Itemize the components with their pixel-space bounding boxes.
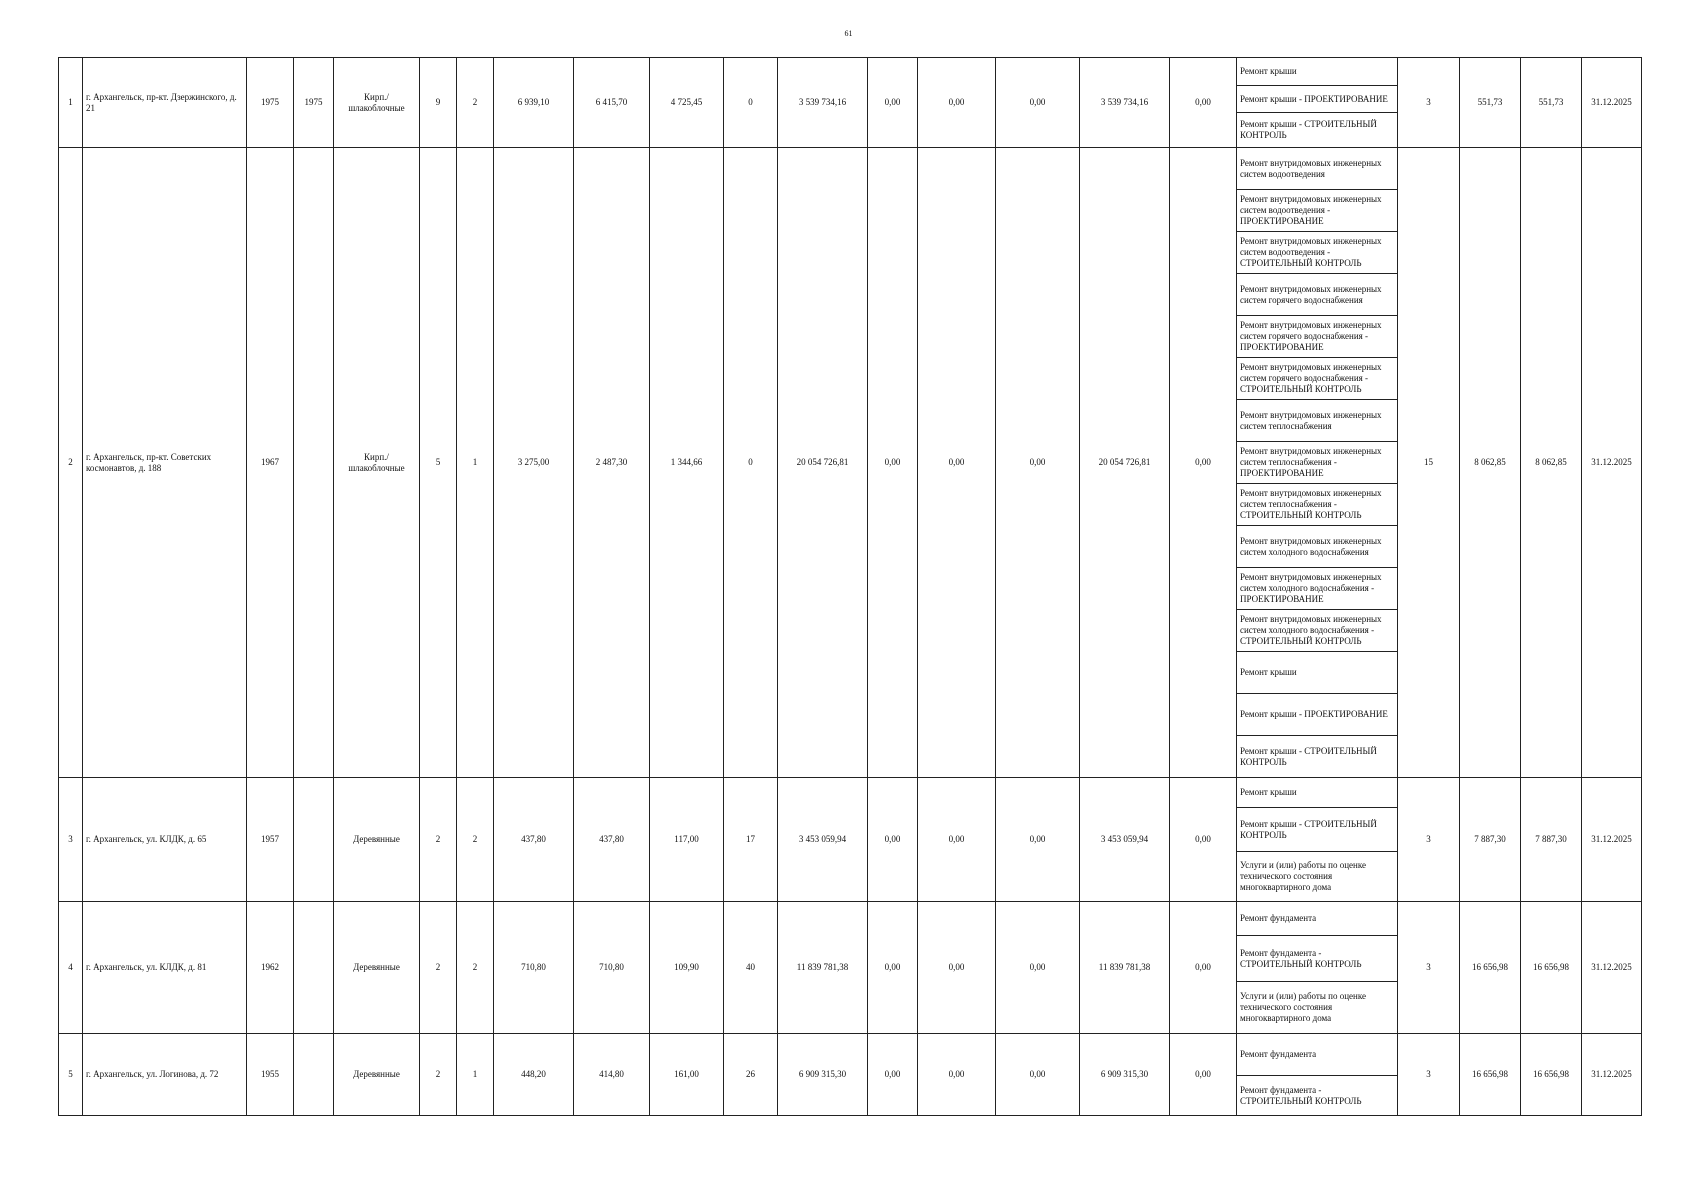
table-row <box>59 902 1642 936</box>
year-commission-cell <box>294 778 334 902</box>
deadline-cell: 31.12.2025 <box>1582 1034 1642 1116</box>
area-rooms-cell: 2 487,30 <box>574 148 650 778</box>
fund-federal-cell: 0,00 <box>868 1034 918 1116</box>
fund-owners-cell: 6 909 315,30 <box>1080 1034 1170 1116</box>
unit-cost-cell: 8 062,85 <box>1460 148 1521 778</box>
work-type-cell: Ремонт крыши - СТРОИТЕЛЬНЫЙ КОНТРОЛЬ <box>1237 736 1398 778</box>
wall-material-cell: Кирп./ шлакоблочные <box>334 148 420 778</box>
area-living-cell: 117,00 <box>650 778 724 902</box>
area-rooms-cell: 710,80 <box>574 902 650 1034</box>
work-type-cell: Ремонт внутридомовых инженерных систем горячего водоснабжения <box>1237 274 1398 316</box>
cost-total-cell: 11 839 781,38 <box>778 902 868 1034</box>
fund-local-cell: 0,00 <box>996 148 1080 778</box>
entrances-cell: 1 <box>457 1034 494 1116</box>
fund-federal-cell: 0,00 <box>868 778 918 902</box>
address-cell: г. Архангельск, ул. КЛДК, д. 81 <box>83 902 247 1034</box>
work-type-cell: Ремонт крыши - СТРОИТЕЛЬНЫЙ КОНТРОЛЬ <box>1237 808 1398 852</box>
year-built-cell: 1957 <box>247 778 294 902</box>
work-type-cell: Услуги и (или) работы по оценке технического состояния многоквартирного дома <box>1237 982 1398 1034</box>
floors-cell: 2 <box>420 778 457 902</box>
fund-federal-cell: 0,00 <box>868 58 918 148</box>
fund-owners-cell: 3 453 059,94 <box>1080 778 1170 902</box>
work-count-cell: 3 <box>1398 58 1460 148</box>
fund-regional-cell: 0,00 <box>918 902 996 1034</box>
deadline-cell: 31.12.2025 <box>1582 58 1642 148</box>
work-type-cell: Ремонт фундамента - СТРОИТЕЛЬНЫЙ КОНТРОЛЬ <box>1237 1076 1398 1116</box>
fund-other-cell: 0,00 <box>1170 148 1237 778</box>
work-type-cell: Ремонт внутридомовых инженерных систем теплоснабжения - СТРОИТЕЛЬНЫЙ КОНТРОЛЬ <box>1237 484 1398 526</box>
row-number-cell: 4 <box>59 902 83 1034</box>
residents-cell: 0 <box>724 58 778 148</box>
deadline-cell: 31.12.2025 <box>1582 148 1642 778</box>
work-type-cell: Ремонт внутридомовых инженерных систем горячего водоснабжения - СТРОИТЕЛЬНЫЙ КОНТРОЛЬ <box>1237 358 1398 400</box>
work-type-cell: Ремонт крыши - СТРОИТЕЛЬНЫЙ КОНТРОЛЬ <box>1237 113 1398 148</box>
work-type-cell: Ремонт крыши - ПРОЕКТИРОВАНИЕ <box>1237 694 1398 736</box>
fund-other-cell: 0,00 <box>1170 778 1237 902</box>
entrances-cell: 2 <box>457 902 494 1034</box>
fund-regional-cell: 0,00 <box>918 1034 996 1116</box>
year-built-cell: 1975 <box>247 58 294 148</box>
unit-cost-cell: 7 887,30 <box>1460 778 1521 902</box>
fund-local-cell: 0,00 <box>996 778 1080 902</box>
year-commission-cell: 1975 <box>294 58 334 148</box>
work-type-cell: Ремонт крыши <box>1237 652 1398 694</box>
work-count-cell: 3 <box>1398 1034 1460 1116</box>
fund-regional-cell: 0,00 <box>918 148 996 778</box>
address-cell: г. Архангельск, пр-кт. Советских космонавтов, д. 188 <box>83 148 247 778</box>
work-count-cell: 3 <box>1398 902 1460 1034</box>
deadline-cell: 31.12.2025 <box>1582 778 1642 902</box>
deadline-cell: 31.12.2025 <box>1582 902 1642 1034</box>
area-living-cell: 4 725,45 <box>650 58 724 148</box>
total-area-cell: 437,80 <box>494 778 574 902</box>
cost-total-cell: 20 054 726,81 <box>778 148 868 778</box>
work-type-cell: Ремонт внутридомовых инженерных систем холодного водоснабжения - СТРОИТЕЛЬНЫЙ КОНТРОЛЬ <box>1237 610 1398 652</box>
work-type-cell: Услуги и (или) работы по оценке технического состояния многоквартирного дома <box>1237 852 1398 902</box>
area-living-cell: 161,00 <box>650 1034 724 1116</box>
area-rooms-cell: 437,80 <box>574 778 650 902</box>
address-cell: г. Архангельск, ул. Логинова, д. 72 <box>83 1034 247 1116</box>
wall-material-cell: Деревянные <box>334 902 420 1034</box>
year-commission-cell <box>294 902 334 1034</box>
cost-total-cell: 3 539 734,16 <box>778 58 868 148</box>
area-living-cell: 109,90 <box>650 902 724 1034</box>
total-area-cell: 448,20 <box>494 1034 574 1116</box>
work-type-cell: Ремонт внутридомовых инженерных систем холодного водоснабжения - ПРОЕКТИРОВАНИЕ <box>1237 568 1398 610</box>
area-rooms-cell: 414,80 <box>574 1034 650 1116</box>
fund-other-cell: 0,00 <box>1170 902 1237 1034</box>
work-type-cell: Ремонт крыши - ПРОЕКТИРОВАНИЕ <box>1237 86 1398 113</box>
table-row <box>59 58 1642 86</box>
wall-material-cell: Деревянные <box>334 778 420 902</box>
area-living-cell: 1 344,66 <box>650 148 724 778</box>
work-type-cell: Ремонт фундамента <box>1237 902 1398 936</box>
limit-cost-cell: 16 656,98 <box>1521 902 1582 1034</box>
year-commission-cell <box>294 148 334 778</box>
entrances-cell: 2 <box>457 58 494 148</box>
cost-total-cell: 6 909 315,30 <box>778 1034 868 1116</box>
limit-cost-cell: 7 887,30 <box>1521 778 1582 902</box>
fund-other-cell: 0,00 <box>1170 58 1237 148</box>
entrances-cell: 2 <box>457 778 494 902</box>
fund-owners-cell: 3 539 734,16 <box>1080 58 1170 148</box>
cost-total-cell: 3 453 059,94 <box>778 778 868 902</box>
total-area-cell: 6 939,10 <box>494 58 574 148</box>
work-type-cell: Ремонт фундамента <box>1237 1034 1398 1076</box>
capital-repair-register-table <box>58 57 1642 1116</box>
fund-regional-cell: 0,00 <box>918 58 996 148</box>
work-type-cell: Ремонт внутридомовых инженерных систем водоотведения - ПРОЕКТИРОВАНИЕ <box>1237 190 1398 232</box>
work-type-cell: Ремонт внутридомовых инженерных систем холодного водоснабжения <box>1237 526 1398 568</box>
year-built-cell: 1962 <box>247 902 294 1034</box>
unit-cost-cell: 16 656,98 <box>1460 902 1521 1034</box>
floors-cell: 9 <box>420 58 457 148</box>
row-number-cell: 1 <box>59 58 83 148</box>
residents-cell: 40 <box>724 902 778 1034</box>
floors-cell: 2 <box>420 902 457 1034</box>
fund-local-cell: 0,00 <box>996 58 1080 148</box>
total-area-cell: 3 275,00 <box>494 148 574 778</box>
floors-cell: 2 <box>420 1034 457 1116</box>
work-type-cell: Ремонт внутридомовых инженерных систем теплоснабжения <box>1237 400 1398 442</box>
limit-cost-cell: 551,73 <box>1521 58 1582 148</box>
unit-cost-cell: 16 656,98 <box>1460 1034 1521 1116</box>
fund-owners-cell: 11 839 781,38 <box>1080 902 1170 1034</box>
row-number-cell: 3 <box>59 778 83 902</box>
fund-local-cell: 0,00 <box>996 1034 1080 1116</box>
fund-other-cell: 0,00 <box>1170 1034 1237 1116</box>
year-commission-cell <box>294 1034 334 1116</box>
residents-cell: 0 <box>724 148 778 778</box>
address-cell: г. Архангельск, ул. КЛДК, д. 65 <box>83 778 247 902</box>
row-number-cell: 2 <box>59 148 83 778</box>
fund-local-cell: 0,00 <box>996 902 1080 1034</box>
unit-cost-cell: 551,73 <box>1460 58 1521 148</box>
residents-cell: 26 <box>724 1034 778 1116</box>
fund-owners-cell: 20 054 726,81 <box>1080 148 1170 778</box>
entrances-cell: 1 <box>457 148 494 778</box>
wall-material-cell: Деревянные <box>334 1034 420 1116</box>
work-type-cell: Ремонт внутридомовых инженерных систем горячего водоснабжения - ПРОЕКТИРОВАНИЕ <box>1237 316 1398 358</box>
work-type-cell: Ремонт внутридомовых инженерных систем теплоснабжения - ПРОЕКТИРОВАНИЕ <box>1237 442 1398 484</box>
work-type-cell: Ремонт крыши <box>1237 58 1398 86</box>
fund-regional-cell: 0,00 <box>918 778 996 902</box>
address-cell: г. Архангельск, пр-кт. Дзержинского, д. 21 <box>83 58 247 148</box>
wall-material-cell: Кирп./ шлакоблочные <box>334 58 420 148</box>
fund-federal-cell: 0,00 <box>868 148 918 778</box>
work-type-cell: Ремонт внутридомовых инженерных систем водоотведения - СТРОИТЕЛЬНЫЙ КОНТРОЛЬ <box>1237 232 1398 274</box>
table-row <box>59 778 1642 808</box>
work-type-cell: Ремонт фундамента - СТРОИТЕЛЬНЫЙ КОНТРОЛЬ <box>1237 936 1398 982</box>
page-number: 61 <box>844 29 853 38</box>
table-row <box>59 148 1642 190</box>
floors-cell: 5 <box>420 148 457 778</box>
area-rooms-cell: 6 415,70 <box>574 58 650 148</box>
work-type-cell: Ремонт крыши <box>1237 778 1398 808</box>
work-count-cell: 15 <box>1398 148 1460 778</box>
table-row <box>59 1034 1642 1076</box>
limit-cost-cell: 16 656,98 <box>1521 1034 1582 1116</box>
year-built-cell: 1955 <box>247 1034 294 1116</box>
residents-cell: 17 <box>724 778 778 902</box>
year-built-cell: 1967 <box>247 148 294 778</box>
row-number-cell: 5 <box>59 1034 83 1116</box>
total-area-cell: 710,80 <box>494 902 574 1034</box>
work-type-cell: Ремонт внутридомовых инженерных систем водоотведения <box>1237 148 1398 190</box>
fund-federal-cell: 0,00 <box>868 902 918 1034</box>
work-count-cell: 3 <box>1398 778 1460 902</box>
limit-cost-cell: 8 062,85 <box>1521 148 1582 778</box>
